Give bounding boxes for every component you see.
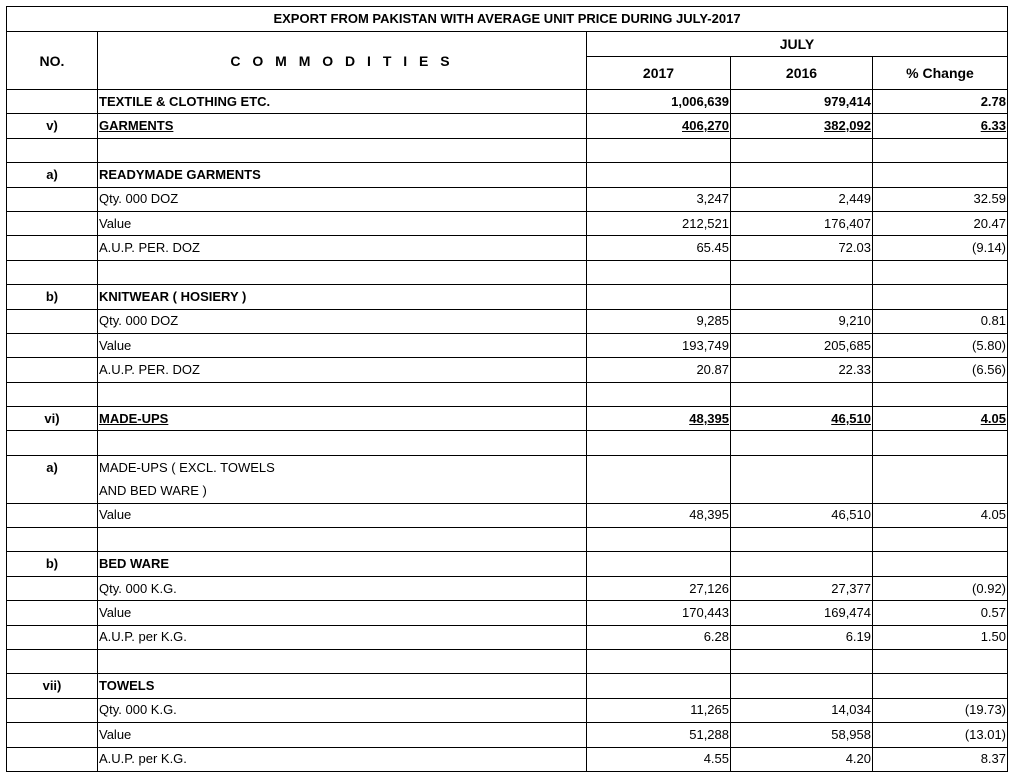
row-percent-change: (13.01) — [873, 723, 1008, 747]
row-percent-change: 32.59 — [873, 187, 1008, 211]
table-body — [7, 90, 1008, 772]
row-value-2017: 193,749 — [587, 333, 731, 357]
row-commodity: Value — [98, 503, 587, 527]
row-value-2016: 14,034 — [731, 698, 873, 722]
row-commodity: Value — [98, 333, 587, 357]
row-percent-change: 6.33 — [873, 114, 1008, 138]
row-number — [7, 625, 98, 649]
row-value-2017: 27,126 — [587, 576, 731, 600]
table-row — [7, 309, 1008, 333]
row-value-2016: 72.03 — [731, 236, 873, 260]
row-percent-change — [873, 674, 1008, 698]
row-value-2016: 6.19 — [731, 625, 873, 649]
table-row — [7, 114, 1008, 138]
row-value-2016: 2,449 — [731, 187, 873, 211]
row-value-2016: 169,474 — [731, 601, 873, 625]
table-row — [7, 138, 1008, 162]
row-value-2016 — [731, 674, 873, 698]
row-commodity: Value — [98, 211, 587, 235]
row-percent-change — [873, 528, 1008, 552]
row-value-2017 — [587, 455, 731, 479]
row-value-2016 — [731, 431, 873, 455]
row-commodity: AND BED WARE ) — [98, 479, 587, 503]
table-row — [7, 163, 1008, 187]
row-value-2016: 4.20 — [731, 747, 873, 771]
row-percent-change: 8.37 — [873, 747, 1008, 771]
row-number — [7, 90, 98, 114]
row-commodity: Value — [98, 723, 587, 747]
row-value-2017 — [587, 260, 731, 284]
row-value-2016: 58,958 — [731, 723, 873, 747]
row-value-2017 — [587, 382, 731, 406]
row-number: b) — [7, 552, 98, 576]
row-percent-change: 1.50 — [873, 625, 1008, 649]
row-value-2017: 51,288 — [587, 723, 731, 747]
row-commodity: Qty. 000 K.G. — [98, 698, 587, 722]
row-percent-change — [873, 163, 1008, 187]
row-value-2017: 4.55 — [587, 747, 731, 771]
row-value-2017: 9,285 — [587, 309, 731, 333]
row-value-2016 — [731, 552, 873, 576]
row-value-2016: 205,685 — [731, 333, 873, 357]
row-percent-change: 20.47 — [873, 211, 1008, 235]
row-commodity — [98, 649, 587, 673]
row-number — [7, 601, 98, 625]
row-number — [7, 503, 98, 527]
row-number: vii) — [7, 674, 98, 698]
row-number: v) — [7, 114, 98, 138]
table-row — [7, 431, 1008, 455]
row-value-2017: 6.28 — [587, 625, 731, 649]
table-row — [7, 649, 1008, 673]
row-value-2016: 46,510 — [731, 407, 873, 431]
row-number: a) — [7, 163, 98, 187]
row-commodity: GARMENTS — [98, 114, 587, 138]
row-number: vi) — [7, 407, 98, 431]
row-number — [7, 479, 98, 503]
row-number — [7, 236, 98, 260]
header-year-2017: 2017 — [587, 57, 731, 90]
row-percent-change: (0.92) — [873, 576, 1008, 600]
row-percent-change: (5.80) — [873, 333, 1008, 357]
row-number — [7, 382, 98, 406]
row-commodity: Qty. 000 K.G. — [98, 576, 587, 600]
table-row — [7, 674, 1008, 698]
row-percent-change: (9.14) — [873, 236, 1008, 260]
row-percent-change: 0.57 — [873, 601, 1008, 625]
table-row — [7, 698, 1008, 722]
row-commodity: MADE-UPS — [98, 407, 587, 431]
header-commodities: C O M M O D I T I E S — [98, 32, 587, 90]
row-commodity — [98, 431, 587, 455]
table-row — [7, 236, 1008, 260]
row-commodity: TEXTILE & CLOTHING ETC. — [98, 90, 587, 114]
row-value-2016 — [731, 528, 873, 552]
export-table — [6, 6, 1008, 772]
row-number — [7, 260, 98, 284]
row-number — [7, 431, 98, 455]
row-percent-change — [873, 649, 1008, 673]
row-percent-change — [873, 285, 1008, 309]
row-value-2017 — [587, 431, 731, 455]
table-row — [7, 552, 1008, 576]
row-percent-change: 2.78 — [873, 90, 1008, 114]
table-row — [7, 90, 1008, 114]
row-number — [7, 187, 98, 211]
header-period: JULY — [587, 32, 1008, 57]
header-no: NO. — [7, 32, 98, 90]
row-value-2016 — [731, 649, 873, 673]
table-row — [7, 528, 1008, 552]
row-commodity: READYMADE GARMENTS — [98, 163, 587, 187]
table-row — [7, 211, 1008, 235]
row-percent-change — [873, 260, 1008, 284]
row-commodity: Qty. 000 DOZ — [98, 309, 587, 333]
row-percent-change: 4.05 — [873, 503, 1008, 527]
row-value-2017 — [587, 163, 731, 187]
table-row — [7, 479, 1008, 503]
table-row — [7, 382, 1008, 406]
row-number: a) — [7, 455, 98, 479]
row-value-2017 — [587, 138, 731, 162]
table-row — [7, 407, 1008, 431]
row-commodity — [98, 528, 587, 552]
row-value-2017 — [587, 649, 731, 673]
row-value-2017: 20.87 — [587, 358, 731, 382]
row-value-2016 — [731, 138, 873, 162]
row-commodity: A.U.P. per K.G. — [98, 747, 587, 771]
row-number — [7, 211, 98, 235]
row-value-2017: 170,443 — [587, 601, 731, 625]
table-row — [7, 285, 1008, 309]
table-row — [7, 333, 1008, 357]
row-commodity: TOWELS — [98, 674, 587, 698]
row-percent-change: 4.05 — [873, 407, 1008, 431]
row-value-2017: 406,270 — [587, 114, 731, 138]
table-row — [7, 723, 1008, 747]
row-commodity: A.U.P. PER. DOZ — [98, 358, 587, 382]
row-percent-change — [873, 479, 1008, 503]
row-value-2017: 1,006,639 — [587, 90, 731, 114]
row-percent-change: 0.81 — [873, 309, 1008, 333]
row-number — [7, 698, 98, 722]
row-value-2016: 979,414 — [731, 90, 873, 114]
row-value-2017: 11,265 — [587, 698, 731, 722]
table-row — [7, 576, 1008, 600]
row-number — [7, 723, 98, 747]
row-value-2016 — [731, 455, 873, 479]
row-commodity: MADE-UPS ( EXCL. TOWELS — [98, 455, 587, 479]
row-value-2017 — [587, 285, 731, 309]
row-percent-change — [873, 431, 1008, 455]
table-row — [7, 260, 1008, 284]
row-commodity: A.U.P. PER. DOZ — [98, 236, 587, 260]
row-commodity — [98, 260, 587, 284]
row-value-2016 — [731, 163, 873, 187]
row-commodity: BED WARE — [98, 552, 587, 576]
row-number — [7, 138, 98, 162]
table-row — [7, 358, 1008, 382]
row-percent-change — [873, 138, 1008, 162]
row-value-2017 — [587, 674, 731, 698]
table-title: EXPORT FROM PAKISTAN WITH AVERAGE UNIT PRICE DURING JULY-2017 — [7, 7, 1008, 32]
row-percent-change: (6.56) — [873, 358, 1008, 382]
row-number — [7, 528, 98, 552]
row-number — [7, 333, 98, 357]
row-value-2016: 176,407 — [731, 211, 873, 235]
row-commodity — [98, 382, 587, 406]
row-number: b) — [7, 285, 98, 309]
row-value-2017: 212,521 — [587, 211, 731, 235]
row-commodity: Qty. 000 DOZ — [98, 187, 587, 211]
row-value-2016 — [731, 479, 873, 503]
row-value-2016: 27,377 — [731, 576, 873, 600]
header-year-2016: 2016 — [731, 57, 873, 90]
row-value-2017: 48,395 — [587, 503, 731, 527]
row-number — [7, 358, 98, 382]
row-value-2016: 46,510 — [731, 503, 873, 527]
row-value-2016 — [731, 382, 873, 406]
table-row — [7, 187, 1008, 211]
row-commodity: A.U.P. per K.G. — [98, 625, 587, 649]
row-value-2016: 9,210 — [731, 309, 873, 333]
row-value-2016: 22.33 — [731, 358, 873, 382]
row-number — [7, 649, 98, 673]
row-value-2017 — [587, 528, 731, 552]
row-value-2017 — [587, 552, 731, 576]
row-percent-change — [873, 382, 1008, 406]
table-row — [7, 601, 1008, 625]
row-commodity: KNITWEAR ( HOSIERY ) — [98, 285, 587, 309]
row-commodity — [98, 138, 587, 162]
row-value-2017: 48,395 — [587, 407, 731, 431]
row-percent-change — [873, 552, 1008, 576]
row-number — [7, 576, 98, 600]
row-value-2016 — [731, 260, 873, 284]
row-number — [7, 309, 98, 333]
table-row — [7, 625, 1008, 649]
row-value-2017: 3,247 — [587, 187, 731, 211]
row-value-2017 — [587, 479, 731, 503]
row-value-2016 — [731, 285, 873, 309]
table-row — [7, 503, 1008, 527]
header-percent-change: % Change — [873, 57, 1008, 90]
row-commodity: Value — [98, 601, 587, 625]
row-percent-change: (19.73) — [873, 698, 1008, 722]
row-percent-change — [873, 455, 1008, 479]
row-value-2016: 382,092 — [731, 114, 873, 138]
table-row — [7, 455, 1008, 479]
row-value-2017: 65.45 — [587, 236, 731, 260]
